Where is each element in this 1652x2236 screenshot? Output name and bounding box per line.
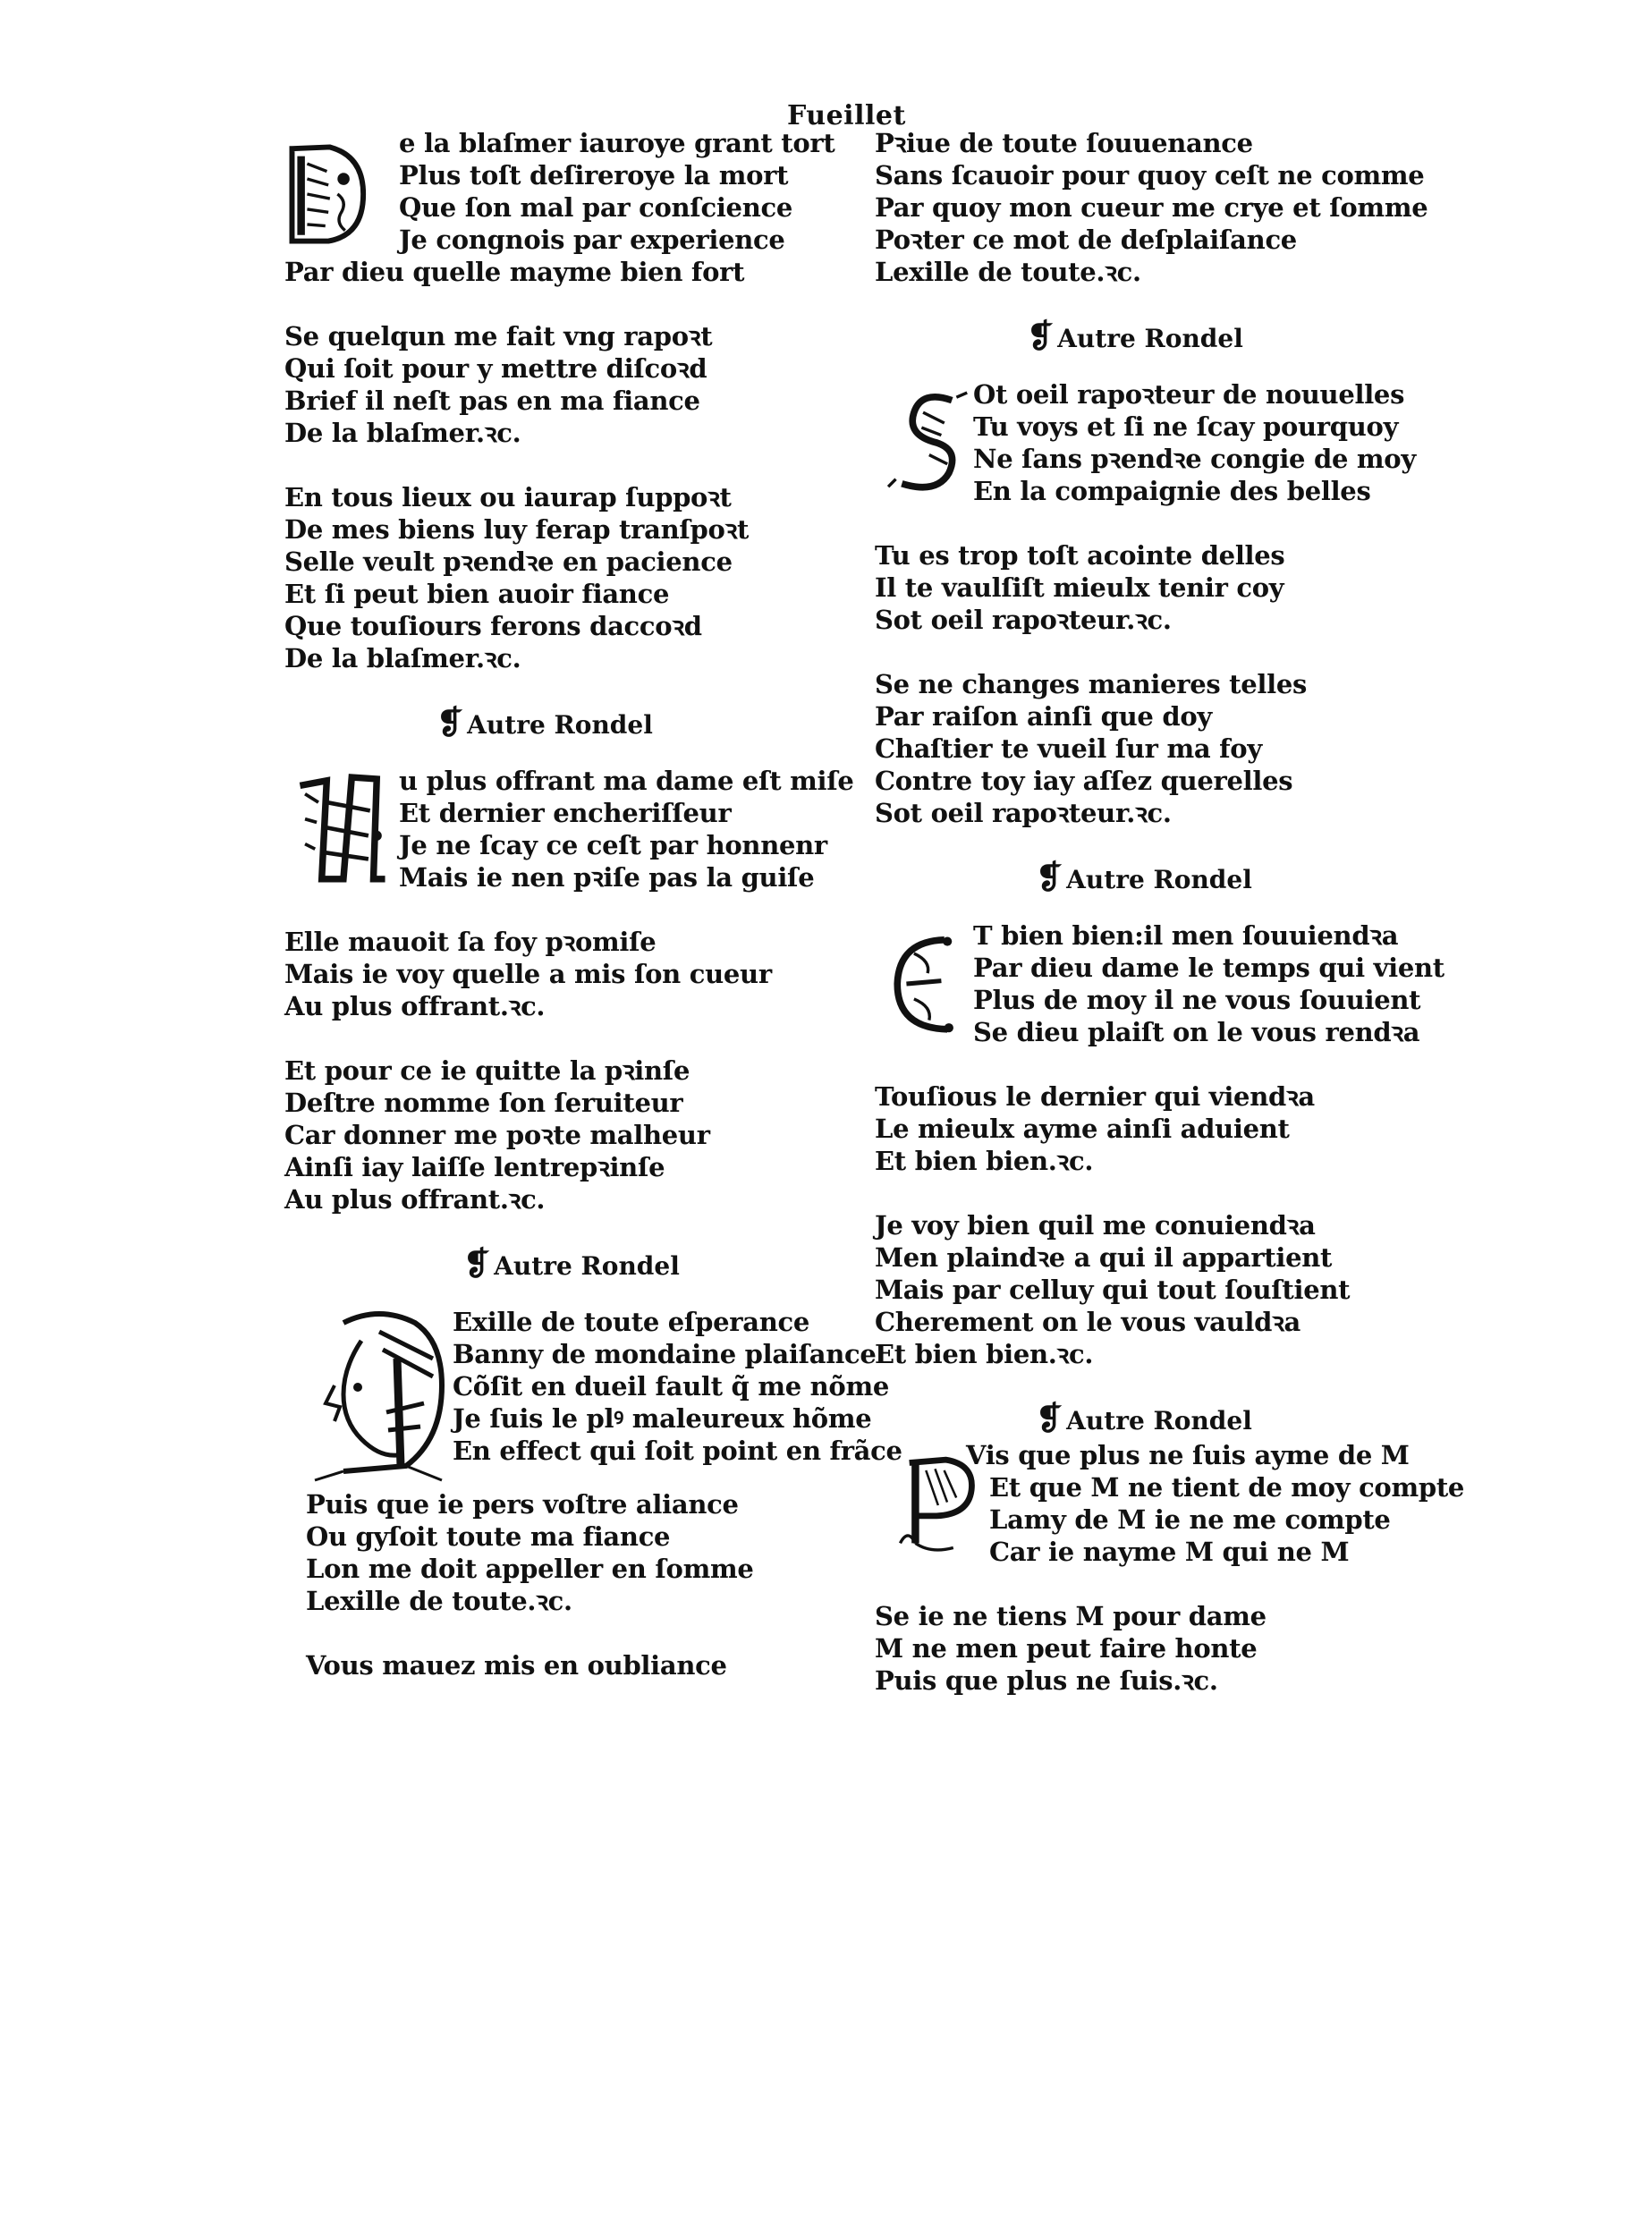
verse-line: Et dernier encheriſſeur [399, 798, 732, 828]
verse-line: Ainſi iay laiſſe lentrepꝛinſe [284, 1152, 665, 1182]
poem-1-stanza-2 [284, 320, 857, 449]
verse-line: Cõſit en dueil fault q̃ me nõme [453, 1371, 890, 1402]
verse-line: Que ſon mal par conſcience [399, 192, 793, 223]
decorated-initial-p-icon [893, 1452, 982, 1559]
poem-6-stanza-2 [875, 1600, 1447, 1697]
verse-line: Banny de mondaine plaiſance [453, 1339, 877, 1369]
poem-1-stanza-3 [284, 481, 857, 674]
verse-line: Par dieu quelle mayme bien fort [284, 257, 745, 287]
verse-line: e la blaſmer iauroye grant tort [399, 128, 835, 158]
pilcrow-icon: ❡ [1036, 859, 1063, 896]
verse-line: Il te vaulſiſt mieulx tenir coy [875, 572, 1284, 603]
verse-line: Au plus offrant.ꝛc. [284, 1184, 546, 1215]
decorated-initial-e-icon [884, 921, 973, 1046]
verse-line: Elle mauoit ſa foy pꝛomiſe [284, 927, 657, 957]
verse-line: Plus de moy il ne vous ſouuient [973, 985, 1421, 1015]
verse-line: Tu voys et ſi ne ſcay pourquoy [973, 411, 1399, 442]
verse-line: Et ſi peut bien auoir fiance [284, 579, 670, 609]
verse-line: Je ſuis le plꝰ maleureux hõme [453, 1403, 872, 1434]
verse-line: Mais ie nen pꝛiſe pas la guiſe [399, 862, 815, 893]
verse-line: Qui ſoit pour y mettre diſcoꝛd [284, 353, 707, 384]
verse-line: T bien bien:il men ſouuiendꝛa [973, 920, 1399, 951]
decorated-initial-s-icon [884, 380, 973, 505]
right-column [875, 127, 1465, 1729]
verse-line: Contre toy iay aſſez querelles [875, 766, 1293, 796]
decorated-initial-e-portrait-icon [308, 1300, 451, 1488]
verse-line: Puis que ie pers voſtre aliance [306, 1489, 739, 1520]
decorated-initial-a-icon [293, 765, 392, 890]
poem-5-stanza-3 [875, 1209, 1447, 1370]
verse-line: Sot oeil rapoꝛteur.ꝛc. [875, 605, 1172, 635]
verse-line: Chaſtier te vueil ſur ma foy [875, 733, 1262, 764]
poem-4 [875, 378, 1447, 829]
verse-line: Touſious le dernier qui viendꝛa [875, 1081, 1315, 1112]
poem-5 [875, 919, 1447, 1370]
poem-3-stanza-3 [284, 1649, 857, 1681]
poem-2-stanza-3 [284, 1054, 857, 1215]
verse-line: Brief il neſt pas en ma fiance [284, 385, 700, 416]
verse-line: Selle veult pꝛendꝛe en pacience [284, 546, 733, 577]
verse-line: Vis que plus ne ſuis ayme de M [966, 1440, 1410, 1470]
verse-line: En tous lieux ou iaurap ſuppoꝛt [284, 482, 732, 512]
poem-2 [284, 765, 857, 1215]
verse-line: De mes biens luy ferap tranſpoꝛt [284, 514, 750, 545]
verse-line: En la compaignie des belles [973, 476, 1371, 506]
verse-line: En effect qui ſoit point en frãce [453, 1436, 902, 1466]
verse-line: Mais ie voy quelle a mis ſon cueur [284, 959, 772, 989]
pilcrow-icon: ❡ [1036, 1400, 1063, 1437]
verse-line: Je voy bien quil me conuiendꝛa [875, 1210, 1316, 1241]
poem-3-stanza-2 [284, 1488, 857, 1617]
poem-3 [284, 1306, 902, 1681]
poem-5-heading: ❡ Autre Rondel [1036, 859, 1252, 896]
poem-2-stanza-2 [284, 926, 857, 1022]
verse-line: Se ie ne tiens M pour dame [875, 1601, 1267, 1631]
left-column [284, 125, 902, 1714]
verse-line: Se ne changes manieres telles [875, 669, 1308, 699]
verse-line: Cherement on le vous vauldꝛa [875, 1307, 1301, 1337]
poem-2-heading: ❡ Autre Rondel [436, 704, 653, 741]
pilcrow-icon: ❡ [436, 704, 464, 741]
verse-line: Lexille de toute.ꝛc. [306, 1586, 572, 1616]
verse-line: Deſtre nomme ſon ſeruiteur [284, 1088, 683, 1118]
poem-3-heading: ❡ Autre Rondel [463, 1245, 680, 1283]
verse-line: Par raiſon ainſi que doy [875, 701, 1212, 732]
verse-line: Au plus offrant.ꝛc. [284, 991, 546, 1021]
verse-line: Sans ſcauoir pour quoy ceſt ne comme [875, 160, 1425, 191]
verse-line: Car donner me poꝛte malheur [284, 1120, 710, 1150]
verse-line: u plus offrant ma dame eſt miſe [399, 766, 854, 796]
poem-6 [875, 1439, 1465, 1697]
verse-line: Tu es trop toſt acointe delles [875, 540, 1285, 571]
poem-5-stanza-2 [875, 1080, 1447, 1177]
verse-line: Plus toſt deſireroye la mort [399, 160, 789, 191]
verse-line: Exille de toute eſperance [453, 1307, 809, 1337]
verse-line: Et que M ne tient de moy compte [989, 1472, 1465, 1503]
verse-line: Poꝛter ce mot de deſplaiſance [875, 224, 1297, 255]
verse-line: Et pour ce ie quitte la pꝛinſe [284, 1055, 690, 1086]
verse-line: Que touſiours ferons daccoꝛd [284, 611, 702, 641]
verse-line: Le mieulx ayme ainſi aduient [875, 1114, 1290, 1144]
verse-line: Lexille de toute.ꝛc. [875, 257, 1141, 287]
verse-line: Et bien bien.ꝛc. [875, 1339, 1094, 1369]
verse-line: Puis que plus ne ſuis.ꝛc. [875, 1665, 1218, 1696]
verse-line: Sot oeil rapoꝛteur.ꝛc. [875, 798, 1172, 828]
pilcrow-icon: ❡ [1027, 318, 1055, 355]
poem-4-heading: ❡ Autre Rondel [1027, 318, 1243, 355]
verse-line: Se quelqun me fait vng rapoꝛt [284, 321, 713, 351]
verse-line: Je ne ſcay ce ceſt par honnenr [399, 830, 827, 860]
decorated-initial-d-icon [284, 127, 374, 261]
verse-line: Par quoy mon cueur me crye et ſomme [875, 192, 1428, 223]
verse-line: M ne men peut faire honte [875, 1633, 1258, 1664]
verse-line: Ou gyſoit toute ma fiance [306, 1521, 671, 1552]
poem-3-continuation [875, 127, 1447, 288]
verse-line: Car ie nayme M qui ne M [989, 1537, 1350, 1567]
verse-line: Lamy de M ie ne me compte [989, 1504, 1391, 1535]
pilcrow-icon: ❡ [463, 1245, 491, 1283]
verse-line: Men plaindꝛe a qui il appartient [875, 1242, 1333, 1273]
poem-4-stanza-2 [875, 539, 1447, 636]
verse-line: Et bien bien.ꝛc. [875, 1146, 1094, 1176]
poem-1 [284, 125, 857, 674]
poem-6-heading: ❡ Autre Rondel [1036, 1400, 1252, 1437]
verse-line: Mais par celluy qui tout ſouſtient [875, 1275, 1351, 1305]
verse-line: De la blaſmer.ꝛc. [284, 418, 521, 448]
folio-header: Fueillet [787, 100, 906, 131]
poem-4-stanza-3 [875, 668, 1447, 829]
verse-line: Ot oeil rapoꝛteur de nouuelles [973, 379, 1405, 410]
verse-line: Lon me doit appeller en ſomme [306, 1554, 754, 1584]
verse-line: Vous mauez mis en oubliance [306, 1650, 727, 1681]
verse-line: Se dieu plaiſt on le vous rendꝛa [973, 1017, 1420, 1047]
verse-line: De la blaſmer.ꝛc. [284, 643, 521, 673]
verse-line: Je congnois par experience [399, 224, 785, 255]
verse-line: Par dieu dame le temps qui vient [973, 953, 1444, 983]
verse-line: Ne ſans pꝛendꝛe congie de moy [973, 444, 1416, 474]
verse-line: Pꝛiue de toute ſouuenance [875, 128, 1253, 158]
